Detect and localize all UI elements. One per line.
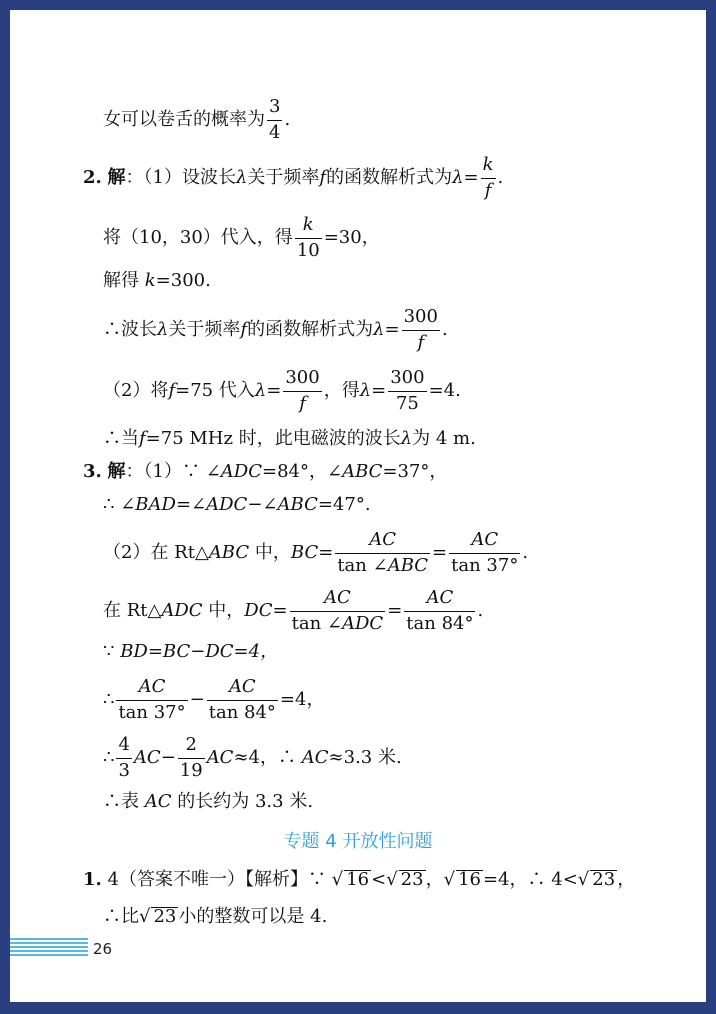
line-function: ∴波长λ关于频率f的函数解析式为λ= $\frac{300}{f}$ . (103, 306, 448, 353)
fraction-3-4: $\frac{3}{4}$ (269, 96, 281, 143)
fraction-ac-tan37: $\frac{AC}{\tan 37^\circ}$ (451, 529, 519, 576)
line-q1-conclusion: ∴比√ 23 小的整数可以是 4. (103, 906, 328, 927)
line-probability: 女可以卷舌的概率为 $\frac{3}{4}$ . (103, 96, 291, 143)
page (10, 10, 706, 1002)
line-ac-equation: ∴ $\frac{AC}{\tan 37^\circ}$ − $\frac{AC}{\tan 84^\circ}$ =4， (103, 676, 325, 723)
fraction-k-10: $\frac{k}{10}$ (296, 214, 320, 261)
page-number: 26 (93, 940, 113, 958)
section-heading: 专题 4 开放性问题 (283, 831, 433, 852)
fraction-300-f: $\frac{300}{f}$ (403, 306, 438, 353)
footer-stripes (10, 938, 88, 958)
fraction-300-f-2: $\frac{300}{f}$ (285, 367, 320, 414)
line-ac-conclusion: ∴表 AC 的长约为 3.3 米. (103, 791, 314, 812)
fraction-ac-tan-adc: $\frac{AC}{\text{tan ∠ADC}}$ (291, 587, 384, 634)
line-ac-approx: ∴ $\frac{4}{3}$ AC− $\frac{2}{19}$ AC≈4，∴ AC≈3.3 米. (103, 734, 402, 781)
fraction-300-75: $\frac{300}{75}$ (390, 367, 425, 414)
fraction-ac-tan37-2: $\frac{AC}{\tan 37^\circ}$ (118, 676, 186, 723)
line-wavelength-result: ∴当f=75 MHz 时，此电磁波的波长λ为 4 m. (103, 428, 476, 449)
fraction-2-19: $\frac{2}{19}$ (179, 734, 203, 781)
line-dc: 在 Rt△ADC 中，DC= $\frac{AC}{\text{tan ∠ADC}}$ = $\frac{AC}{\tan 84^\circ}$ . (103, 587, 484, 634)
fraction-k-f: $\frac{k}{f}$ (482, 154, 494, 201)
line-q2-intro: 2. 解：（1）设波长λ关于频率f的函数解析式为λ= $\frac{k}{f}$ . (83, 154, 504, 201)
line-bc: （2）在 Rt△ABC 中，BC= $\frac{AC}{\text{tan ∠ABC}}$ = $\frac{AC}{\tan 37^\circ}$ . (103, 529, 529, 576)
line-q1-answer: 1. 4（答案不唯一）【解析】∵ √ 16 <√ 23 ，√ 16 =4，∴ 4<√ 23 ， (83, 869, 636, 890)
line-angle-bad: ∴ ∠BAD=∠ADC−∠ABC=47°. (103, 494, 371, 515)
line-bd: ∵ BD=BC−DC=4， (103, 641, 279, 662)
fraction-ac-tan84: $\frac{AC}{\tan 84^\circ}$ (406, 587, 474, 634)
line-q3-intro: 3. 解：（1）∵ ∠ADC=84°，∠ABC=37°， (83, 461, 448, 482)
fraction-4-3: $\frac{4}{3}$ (118, 734, 130, 781)
line-substitute: 将（10，30）代入，得 $\frac{k}{10}$ =30， (103, 214, 380, 261)
line-part2: （2）将f=75 代入λ= $\frac{300}{f}$ ，得λ= $\frac{300}{75}$ =4. (103, 367, 461, 414)
line-solve-k: 解得 k=300. (103, 270, 211, 291)
fraction-ac-tan84-2: $\frac{AC}{\tan 84^\circ}$ (208, 676, 276, 723)
fraction-ac-tan-abc: $\frac{AC}{\text{tan ∠ABC}}$ (337, 529, 429, 576)
